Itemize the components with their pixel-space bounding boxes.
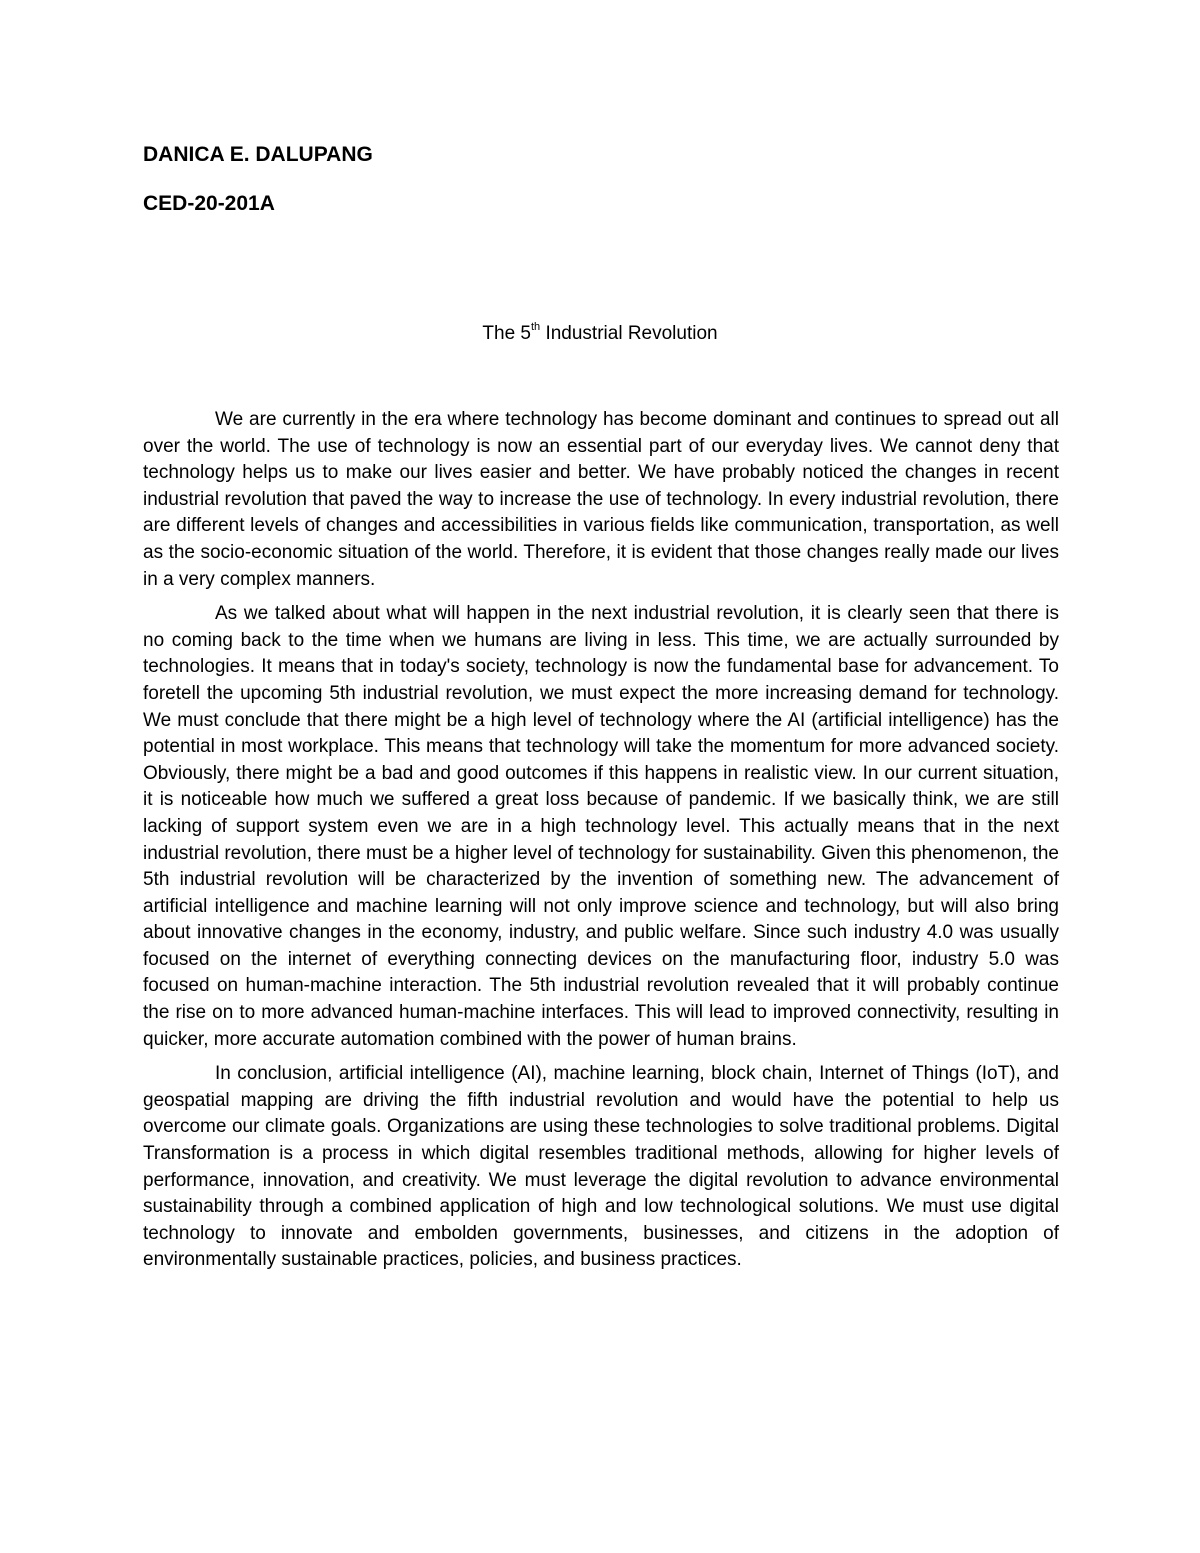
section-code: CED-20-201A (143, 192, 275, 215)
title-suffix: Industrial Revolution (540, 323, 718, 344)
paragraph-introduction: We are currently in the era where technology has become dominant and continues to spread out all over the world. The use of technology is now an essential part of our everyday lives. We cannot deny that technology helps us to make our lives easier and better. We have probably noticed the changes in recent industrial revolution that paved the way to increase the use of technology. In every industrial revolution, there are different levels of changes and accessibilities in various fields like communication, transportation, as well as the socio-economic situation of the world. Therefore, it is evident that those changes really made our lives in a very complex manners. (143, 409, 1059, 590)
author-name: DANICA E. DALUPANG (143, 143, 373, 166)
document-title (143, 321, 1057, 347)
title-prefix: The 5 (482, 323, 531, 344)
document-body (143, 407, 1059, 1282)
title-superscript: th (530, 320, 541, 333)
paragraph-conclusion: In conclusion, artificial intelligence (AI), machine learning, block chain, Internet of Things (IoT), and geospatial mapping are driving the fifth industrial revolution and would have the potential to help us overcome our climate goals. Organizations are using these technologies to solve traditional problems. Digital Transformation is a process in which digital resembles traditional methods, allowing for higher levels of performance, innovation, and creativity. We must leverage the digital revolution to advance environmental sustainability through a combined application of high and low technological solutions. We must use digital technology to innovate and embolden governments, businesses, and citizens in the adoption of environmentally sustainable practices, policies, and business practices. (143, 1063, 1059, 1271)
paragraph-discussion: As we talked about what will happen in the next industrial revolution, it is clearly seen that there is no coming back to the time when we humans are living in less. This time, we are actually surrounded by technologies. It means that in today's society, technology is now the fundamental base for advancement. To foretell the upcoming 5th industrial revolution, we must expect the more increasing demand for technology. We must conclude that there might be a high level of technology where the AI (artificial intelligence) has the potential in most workplace. This means that technology will take the momentum for more advanced society. Obviously, there might be a bad and good outcomes if this happens in realistic view. In our current situation, it is noticeable how much we suffered a great loss because of pandemic. If we basically think, we are still lacking of support system even we are in a high technology level. This actually means that in the next industrial revolution, there must be a higher level of technology for sustainability. Given this phenomenon, the 5th industrial revolution will be characterized by the invention of something new. The advancement of artificial intelligence and machine learning will not only improve science and technology, but will also bring about innovative changes in the economy, industry, and public welfare. Since such industry 4.0 was usually focused on the internet of everything connecting devices on the manufacturing floor, industry 5.0 was focused on human-machine interaction. The 5th industrial revolution revealed that it will probably continue the rise on to more advanced human-machine interfaces. This will lead to improved connectivity, resulting in quicker, more accurate automation combined with the power of human brains. (143, 603, 1059, 1050)
